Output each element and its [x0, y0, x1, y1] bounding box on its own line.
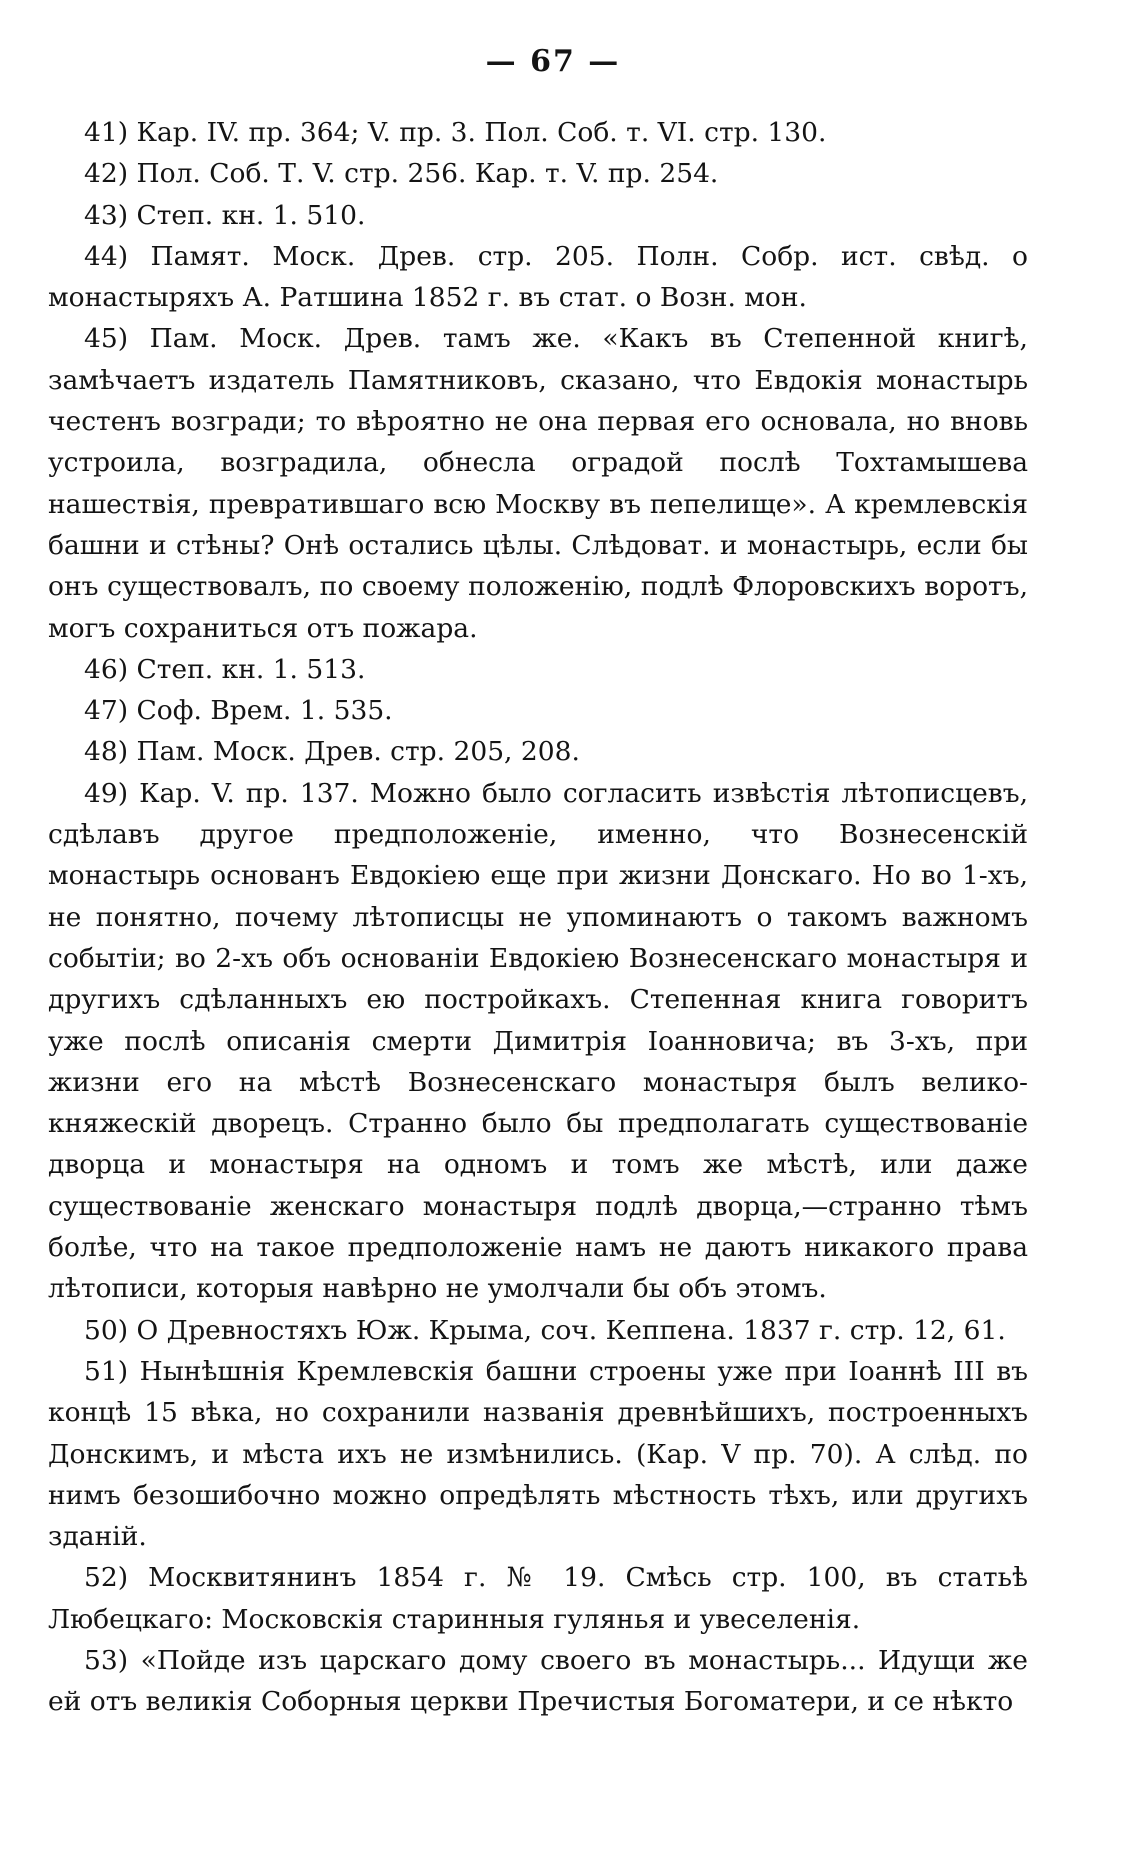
footnote-number: 51)	[84, 1355, 129, 1387]
footnote-48	[48, 731, 1028, 772]
footnote-text: Пол. Соб. Т. V. стр. 256. Кар. т. V. пр. 254.	[136, 158, 719, 190]
footnote-text: Кар. V. пр. 137. Можно было согласить извѣстія лѣтописцевъ, сдѣлавъ другое предположеніе, именно, что Вознесенскій монастырь основанъ Евдокіею еще при жизни Донскаго. Но во 1-хъ, не понятно, почему лѣтописцы не упоминаютъ о такомъ важномъ событіи; во 2-хъ объ основаніи Евдокіею Вознесенскаго монастыря и другихъ сдѣланныхъ ею постройкахъ. Степенная книга говоритъ уже послѣ описанія смерти Димитрія Іоанновича; въ 3-хъ, при жизни его на мѣстѣ Вознесенскаго монастыря былъ велико-княжескій дворецъ. Странно было бы предполагать существованіе дворца и монастыря на одномъ и томъ же мѣстѣ, или даже существованіе женскаго монастыря подлѣ дворца,—странно тѣмъ болѣе, что на такое предположеніе намъ не даютъ никакого права лѣтописи, которыя навѣрно не умолчали бы объ этомъ.	[48, 777, 1028, 1305]
footnote-46	[48, 649, 1028, 690]
footnote-number: 48)	[84, 736, 129, 768]
footnote-53	[48, 1640, 1028, 1723]
footnote-text: Пам. Моск. Древ. стр. 205, 208.	[136, 736, 580, 768]
footnote-number: 43)	[84, 199, 129, 231]
footnote-number: 52)	[84, 1562, 129, 1594]
footnote-number: 42)	[84, 158, 129, 190]
footnotes-list	[48, 112, 1028, 1723]
footnote-number: 44)	[84, 240, 129, 272]
footnote-49	[48, 773, 1028, 1310]
footnote-52	[48, 1557, 1028, 1640]
footnote-50	[48, 1310, 1028, 1351]
book-page	[48, 42, 1028, 1723]
footnote-45	[48, 318, 1028, 648]
footnote-text: Степ. кн. 1. 513.	[136, 653, 366, 685]
footnote-text: Кар. IV. пр. 364; V. пр. 3. Пол. Соб. т. VI. стр. 130.	[136, 117, 827, 148]
footnote-number: 46)	[84, 653, 129, 685]
footnote-text: Соф. Врем. 1. 535.	[136, 695, 393, 727]
footnote-text: Степ. кн. 1. 510.	[136, 199, 366, 231]
footnote-text: Памят. Моск. Древ. стр. 205. Полн. Собр. ист. свѣд. о монастыряхъ А. Ратшина 1852 г. въ стат. о Возн. мон.	[48, 240, 1028, 314]
page-number: — 67 —	[485, 44, 621, 79]
footnote-44	[48, 236, 1028, 319]
footnote-number: 41)	[84, 117, 129, 148]
footnote-text: О Древностяхъ Юж. Крыма, соч. Кеппена. 1837 г. стр. 12, 61.	[136, 1314, 1006, 1346]
footnote-number: 45)	[84, 323, 129, 355]
footnote-42	[48, 153, 1028, 194]
footnote-number: 47)	[84, 695, 129, 727]
footnote-text: Москвитянинъ 1854 г. № 19. Смѣсь стр. 100, въ статьѣ Любецкаго: Московскія старинныя гулянья и увеселенія.	[48, 1562, 1028, 1635]
footnote-text: «Пойде изъ царскаго дому своего въ монастырь... Идущи же ей отъ великія Соборныя церкви Пречистыя Богоматери, и се нѣкто	[48, 1644, 1028, 1718]
footnote-text: Пам. Моск. Древ. тамъ же. «Какъ въ Степенной книгѣ, замѣчаетъ издатель Памятниковъ, сказано, что Евдокія монастырь честенъ возгради; то вѣроятно не она первая его основала, но вновь устроила, возградила, обнесла оградой послѣ Тохтамышева нашествія, превратившаго всю Москву въ пепелище». А кремлевскія башни и стѣны? Онѣ остались цѣлы. Слѣдоват. и монастырь, если бы онъ существовалъ, по своему положенію, подлѣ Флоровскихъ воротъ, могъ сохраниться отъ пожара.	[48, 323, 1028, 644]
footnote-text: Нынѣшнія Кремлевскія башни строены уже при Іоаннѣ III въ концѣ 15 вѣка, но сохранили названія древнѣйшихъ, построенныхъ Донскимъ, и мѣста ихъ не измѣнились. (Кар. V пр. 70). А слѣд. по нимъ безошибочно можно опредѣлять мѣстность тѣхъ, или другихъ зданій.	[48, 1355, 1028, 1553]
footnote-41	[48, 112, 1028, 153]
footnote-51	[48, 1351, 1028, 1557]
footnote-47	[48, 690, 1028, 731]
footnote-number: 49)	[84, 777, 129, 809]
footnote-number: 53)	[84, 1644, 129, 1676]
footnote-number: 50)	[84, 1314, 129, 1346]
footnote-43	[48, 195, 1028, 236]
